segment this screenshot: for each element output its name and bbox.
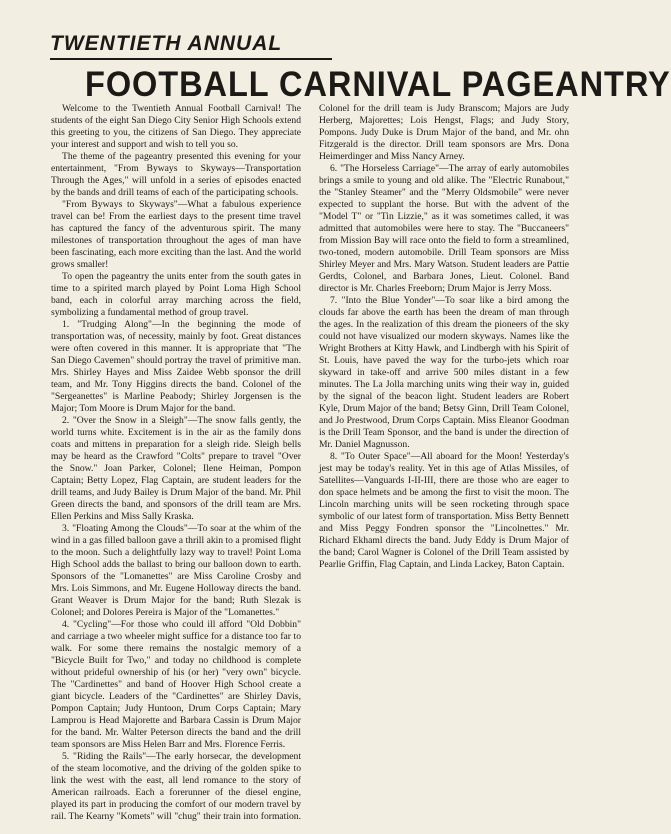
heading-rule bbox=[50, 58, 332, 60]
paragraph-episode-3: 3. "Floating Among the Clouds"—To soar at the whim of the wind in a gas filled balloon gave a thrill akin to a promised flight to the moon. Such a delightfully lazy way to travel! Point Loma High School adds the ballast to bring our balloon down to earth. Sponsors of the "Lomanettes" are Miss Caroline Crosby and Mrs. Lois Simmons, and Mr. Eugene Holloway directs the band. Grant Weaver is Drum Major for the band; Ruth Slezak is Colonel; and Dolores Pereira is Major of the "Lomanettes." bbox=[51, 523, 301, 618]
paragraph-episode-4: 4. "Cycling"—For those who could ill afford "Old Dobbin" and carriage a two wheeler might suffice for a distance too far to walk. For some there remains the nostalgic memory of a "Bicycle Built for Two," and today no childhood is complete without prideful ownership of his (or her) "very own" bicycle. The "Cardinettes" and band of Hoover High School create a giant bicycle. Leaders of the "Cardinettes" are Shirley Davis, Pompon Captain; Judy Huntoon, Drum Corps Captain; Mary Lamprou is Head Majorette and Barbara Cassin is Drum Major for the band. Mr. Walter Peterson directs the band and the drill team sponsors are Miss Helen Barr and Mrs. Florence Ferris. bbox=[51, 619, 301, 750]
paragraph-episode-6: 6. "The Horseless Carriage"—The array of early automobiles brings a smile to young and old alike. The "Electric Runabout," the "Stanley Steamer" and the "Merry Oldsmobile" were never expected to supplant the horse. But with the advent of the "Model T" or "Tin Lizzie," as it was sometimes called, it was admitted that automobiles were here to stay. The "Buccaneers" from Mission Bay will race onto the field to form a streamlined, two-toned, modern automobile. Drill Team sponsors are Miss Shirley Meyer and Mrs. Mary Watson. Student leaders are Pattie Gerdts, Colonel, and Barbara Jones, Lieut. Colonel. Band director is Mr. Charles Freeborn; Drum Major is Jerry Moss. bbox=[319, 163, 569, 294]
paragraph-episode-8: 8. "To Outer Space"—All aboard for the Moon! Yesterday's jest may be today's reality. Yet in this age of Atlas Missiles, of Satellites—Vanguards I-II-III, there are those who are eager to don space helmets and be among the first to visit the moon. The Lincoln marching units will be seen rocketing through space symbolic of our latest form of transportation. Miss Betty Bennett and Miss Peggy Fondren sponsor the "Lincolnettes." Mr. Richard Ekhaml directs the band. Judy Eddy is Drum Major of the band; Carol Wagner is Colonel of the Drill Team assisted by Pearlie Griffin, Flag Captain, and Linda Lackey, Baton Captain. bbox=[319, 451, 569, 570]
paragraph-opening: To open the pageantry the units enter from the south gates in time to a spirited march played by Point Loma High School band, each in colorful array marching across the field, symbolizing a fundamental method of group travel. bbox=[51, 271, 301, 318]
kicker-heading: TWENTIETH ANNUAL bbox=[50, 32, 283, 55]
page-title: FOOTBALL CARNIVAL PAGEANTRY bbox=[85, 65, 671, 104]
paragraph-episode-2: 2. "Over the Snow in a Sleigh"—The snow falls gently, the world turns white. Excitement is in the air as the family dons coats and mittens in preparation for a sleigh ride. Sleigh bells may be heard as the Crawford "Colts" prepare to travel "Over the Snow." Joan Parker, Colonel; Ilene Heiman, Pompon Captain; Betty Lopez, Flag Captain, are student leaders for the drill teams, and Judy Bailey is Drum Major of the band. Mr. Phil Green directs the band, and sponsors of the drill team are Mrs. Ellen Perkins and Miss Sally Kraska. bbox=[51, 415, 301, 522]
paragraph-episode-1: 1. "Trudging Along"—In the beginning the mode of transportation was, of necessity, mainly by foot. Great distances were often covered in this manner. It is appropriate that "The San Diego Cavemen" should portray the travel of primitive man. Mrs. Shirley Hayes and Miss Zaidee Webb sponsor the drill team, and Mr. Tony Higgins directs the band. Colonel of the "Sergeanettes" is Marline Peabody; Shirley Jorgensen is the Major; Tom Moore is Drum Major for the band. bbox=[51, 319, 301, 414]
paragraph-byways: "From Byways to Skyways"—What a fabulous experience travel can be! From the earliest days to the present time travel has captured the fancy of the adventurous spirit. The many milestones of transportation throughout the ages of man have been fascinating, each more exciting than the last. And the world grows smaller! bbox=[51, 199, 301, 270]
paragraph-episode-7: 7. "Into the Blue Yonder"—To soar like a bird among the clouds far above the earth has been the dream of man through the ages. In the realization of this dream the pioneers of the sky could not have visualized our modern skyways. Names like the Wright Brothers at Kitty Hawk, and Lindbergh with his Spirit of St. Louis, have paved the way for the turbo-jets which roar skyward in take-off and arrive 500 miles distant in a few minutes. The La Jolla marching units wing their way in, guided by the signal of the beacon light. Student leaders are Robert Kyle, Drum Major of the band; Betsy Ginn, Drill Team Colonel, and Jo Prestwood, Drum Corps Captain. Miss Eleanor Goodman is the Drill Team Sponsor, and the band is under the direction of Mr. Daniel Magnusson. bbox=[319, 295, 569, 450]
article-body bbox=[51, 103, 569, 825]
paragraph-theme: The theme of the pageantry presented this evening for your entertainment, "From Byways to Skyways—Transportation Through the Ages," will unfold in a series of episodes enacted by the bands and drill teams of each of the participating schools. bbox=[51, 151, 301, 198]
paragraph-episode-5: 5. "Riding the Rails"—The early horsecar, the development of the steam locomotive, and the driving of the golden spike to link the west with the east, all lend romance to the story of American railroads. Each a forerunner of the diesel engine, played its part in producing the comfort of our modern travel by rail. The Kearny "Komets" will "chug" their train into formation. Colonel for the drill team is Judy Branscom; Majors are Judy Herberg, Majorettes; Lois Hengst, Flags; and Judy Story, Pompons. Judy Duke is Drum Major of the band, and Mr. ohn Fitzgerald is the director. Drill team sponsors are Mrs. Dona Heimerdinger and Miss Nancy Arney. bbox=[51, 103, 569, 822]
paragraph-welcome: Welcome to the Twentieth Annual Football Carnival! The students of the eight San Diego City Senior High Schools extend this greeting to you, the citizens of San Diego. They appreciate your interest and support and wish to tell you so. bbox=[51, 103, 301, 150]
